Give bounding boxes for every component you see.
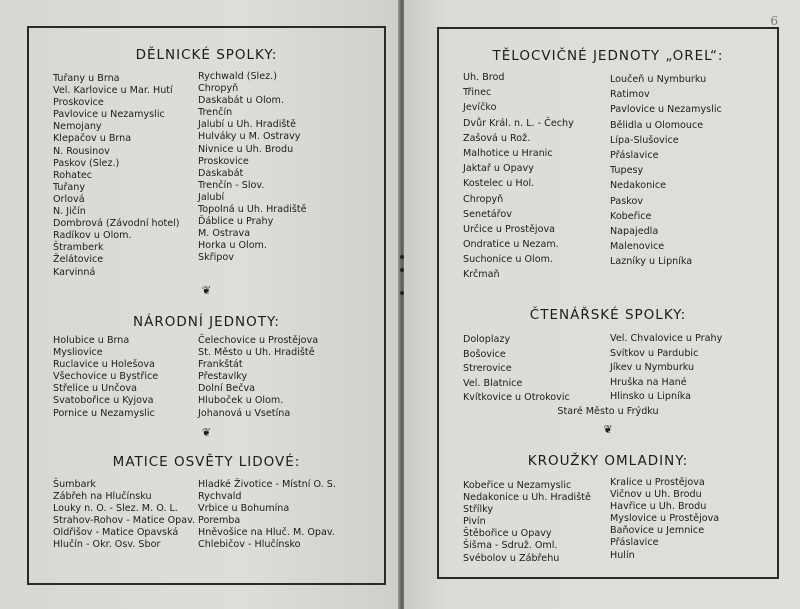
list-item: Chropyň — [463, 193, 504, 205]
list-item: N. Jičín — [53, 206, 86, 218]
list-item: Dombrová (Závodní hotel) — [53, 218, 180, 230]
list-item: Jalubí — [198, 191, 225, 203]
list-item: Lazníky u Lipníka — [610, 256, 693, 268]
list-item: Kobeřice — [610, 210, 652, 222]
list-item: Přáslavice — [610, 537, 659, 549]
orel-col-1 — [463, 70, 574, 283]
list-item: Skřipov — [198, 252, 234, 264]
list-item: Suchonice u Olom. — [463, 254, 553, 266]
krouzky-col-1 — [463, 480, 591, 565]
section-title-narodni-jednoty: NÁRODNÍ JEDNOTY: — [133, 314, 280, 330]
list-item: Dvůr Král. n. L. - Čechy — [463, 117, 574, 129]
list-item: Zašová u Rož. — [463, 132, 531, 144]
list-item: Malhotice u Hranic — [463, 147, 553, 159]
list-item: Rychwald (Slez.) — [198, 71, 277, 82]
ctenarske-last-entry: Staré Město u Frýdku — [557, 406, 659, 417]
ornament-divider: ❦ — [201, 426, 212, 439]
section-title-delnicke-spolky: DĚLNICKÉ SPOLKY: — [135, 47, 278, 63]
list-item: Daskabát — [198, 167, 244, 179]
list-item: Jevíčko — [463, 102, 497, 114]
list-item: Zábřeh na Hlučínsku — [53, 491, 152, 503]
list-item: Nedakonice u Uh. Hradiště — [463, 492, 591, 504]
list-item: Daskabát u Olom. — [198, 95, 284, 107]
list-item: Baňovice u Jemnice — [610, 525, 705, 537]
list-item: Štěbořice u Opavy — [463, 528, 552, 540]
list-item: Horka u Olom. — [198, 240, 267, 252]
list-item: Přestavlky — [198, 371, 248, 383]
list-item: Nedakonice — [610, 180, 667, 192]
ornament-divider: ❦ — [201, 284, 212, 297]
list-item: Uh. Brod — [463, 72, 505, 83]
list-item: Kralice u Prostějova — [610, 477, 705, 488]
list-item: Strahov-Rohov - Matice Opav. — [53, 515, 196, 527]
list-item: Orlová — [53, 193, 85, 205]
list-item: Hulín — [610, 549, 635, 561]
list-item: Vel. Karlovice u Mar. Hutí — [53, 85, 173, 97]
list-item: Pavlovice u Nezamyslic — [610, 104, 722, 116]
list-item: Vel. Chvalovice u Prahy — [610, 333, 723, 344]
list-item: Všechovice u Bystřice — [53, 371, 159, 383]
matice-col-1 — [53, 479, 195, 552]
list-item: Kobeřice u Nezamyslic — [463, 480, 572, 491]
list-item: Pornice u Nezamyslic — [53, 407, 155, 419]
list-item: Ondratice u Nezam. — [463, 239, 559, 251]
list-item: Hluboček u Olom. — [198, 395, 284, 407]
list-item: Střílky — [463, 504, 494, 516]
list-item: Hlinsko u Lipníka — [610, 391, 691, 402]
krouzky-col-2 — [610, 477, 719, 562]
list-item: Třinec — [463, 87, 492, 99]
list-item: Mysliovice — [53, 347, 103, 359]
list-item: Vičnov u Uh. Brodu — [610, 489, 702, 501]
list-item: Strerovice — [463, 363, 512, 374]
list-item: Senetářov — [463, 208, 512, 220]
list-item: Hlučín - Okr. Osv. Sbor — [53, 539, 161, 551]
list-item: Tupesy — [610, 165, 644, 177]
list-item: Loučeň u Nymburku — [610, 74, 707, 85]
list-item: Šišma - Sdruž. Oml. — [463, 540, 558, 552]
matice-col-2 — [198, 479, 336, 552]
list-item: Želátovice — [53, 254, 104, 266]
ornament-divider: ❦ — [603, 423, 613, 436]
list-item: Rychvald — [198, 491, 242, 503]
section-title-matice-osvety-lidove: MATICE OSVĚTY LIDOVÉ: — [112, 454, 301, 470]
ctenarske-col-1 — [463, 333, 570, 406]
list-item: Paskov — [610, 195, 643, 207]
narodni-col-1 — [53, 335, 158, 420]
delnicke-col-2 — [198, 71, 307, 265]
list-item: Štramberk — [53, 242, 104, 254]
list-item: Ruclavice u Holešova — [53, 359, 155, 371]
list-item: Krčmaň — [463, 269, 500, 281]
list-item: Nemojany — [53, 121, 102, 133]
list-item: Ďáblice u Prahy — [198, 216, 274, 228]
list-item: Pavlovice u Nezamyslic — [53, 109, 165, 121]
list-item: Bošovice — [463, 348, 506, 360]
list-item: Poremba — [198, 515, 241, 527]
section-title-telocvicne-jednoty-orel: TĚLOCVIČNÉ JEDNOTY „OREL“: — [492, 48, 724, 64]
list-item: Svatobořice u Kyjova — [53, 395, 154, 407]
list-item: Kvítkovice u Otrokovic — [463, 392, 570, 403]
list-item: Jalubí u Uh. Hradiště — [198, 119, 297, 131]
list-item: Šumbark — [53, 479, 96, 490]
list-item: Vel. Blatnice — [463, 377, 523, 389]
list-item: Klepačov u Brna — [53, 133, 132, 145]
list-item: Chropyň — [198, 83, 239, 95]
list-item: N. Rousinov — [53, 145, 110, 157]
list-item: Svébolov u Zábřehu — [463, 552, 560, 564]
list-item: Frankštát — [198, 359, 243, 371]
list-item: Určice u Prostějova — [463, 223, 556, 235]
list-item: Rohatec — [53, 169, 93, 181]
list-item: Johanová u Vsetína — [198, 407, 291, 419]
list-item: St. Město u Uh. Hradiště — [198, 347, 315, 359]
delnicke-col-1 — [53, 73, 180, 279]
list-item: Střelice u Unčova — [53, 383, 137, 395]
list-item: Proskovice — [53, 97, 104, 109]
list-item: Proskovice — [198, 155, 249, 167]
list-item: Karvinná — [53, 266, 96, 278]
list-item: Hulváky u M. Ostravy — [198, 131, 301, 143]
list-item: Ratimov — [610, 89, 650, 101]
list-item: Trenčín — [198, 107, 233, 119]
list-item: Tuřany u Brna — [53, 73, 120, 84]
right-page — [404, 0, 800, 609]
list-item: Topolná u Uh. Hradiště — [198, 204, 307, 216]
list-item: Čelechovice u Prostějova — [198, 335, 319, 346]
list-item: Lípa-Slušovice — [610, 134, 679, 146]
list-item: Svítkov u Pardubic — [610, 347, 699, 359]
list-item: Trenčín - Slov. — [198, 179, 265, 191]
list-item: Vrbice u Bohumína — [198, 503, 290, 515]
list-item: Radíkov u Olom. — [53, 230, 132, 242]
page-mark: 6 — [770, 14, 778, 28]
list-item: Přáslavice — [610, 149, 659, 161]
list-item: Dolní Bečva — [198, 383, 256, 395]
section-title-krouzky-omladiny: KROUŽKY OMLADINY: — [527, 453, 689, 469]
left-page-border — [27, 26, 386, 585]
right-page-border — [437, 27, 779, 579]
list-item: Oldřišov - Matice Opavská — [53, 527, 179, 539]
list-item: Hněvošice na Hluč. M. Opav. — [198, 527, 335, 539]
list-item: Pivín — [463, 516, 486, 528]
list-item: Paskov (Slez.) — [53, 157, 120, 169]
list-item: Havřice u Uh. Brodu — [610, 501, 707, 513]
list-item: Bělidla u Olomouce — [610, 119, 704, 131]
list-item: Louky n. O. - Slez. M. O. L. — [53, 503, 178, 515]
ctenarske-col-2 — [610, 332, 722, 405]
list-item: Myslovice u Prostějova — [610, 513, 720, 525]
list-item: Jaktař u Opavy — [463, 163, 534, 175]
list-item: Doloplazy — [463, 334, 511, 345]
list-item: Hruška na Hané — [610, 376, 687, 388]
list-item: Chlebičov - Hlučínsko — [198, 539, 301, 551]
list-item: Holubice u Brna — [53, 335, 130, 346]
list-item: Hladké Životice - Místní O. S. — [198, 479, 336, 490]
list-item: Napajedla — [610, 225, 659, 237]
list-item: Tuřany — [53, 181, 86, 193]
list-item: Kostelec u Hol. — [463, 178, 535, 190]
list-item: Malenovice — [610, 241, 665, 253]
list-item: Jíkev u Nymburku — [610, 362, 695, 373]
list-item: Nivnice u Uh. Brodu — [198, 143, 294, 155]
list-item: M. Ostrava — [198, 228, 251, 240]
orel-col-2 — [610, 72, 722, 269]
section-title-ctenarske-spolky: ČTENÁŘSKÉ SPOLKY: — [529, 307, 687, 323]
narodni-col-2 — [198, 335, 318, 420]
